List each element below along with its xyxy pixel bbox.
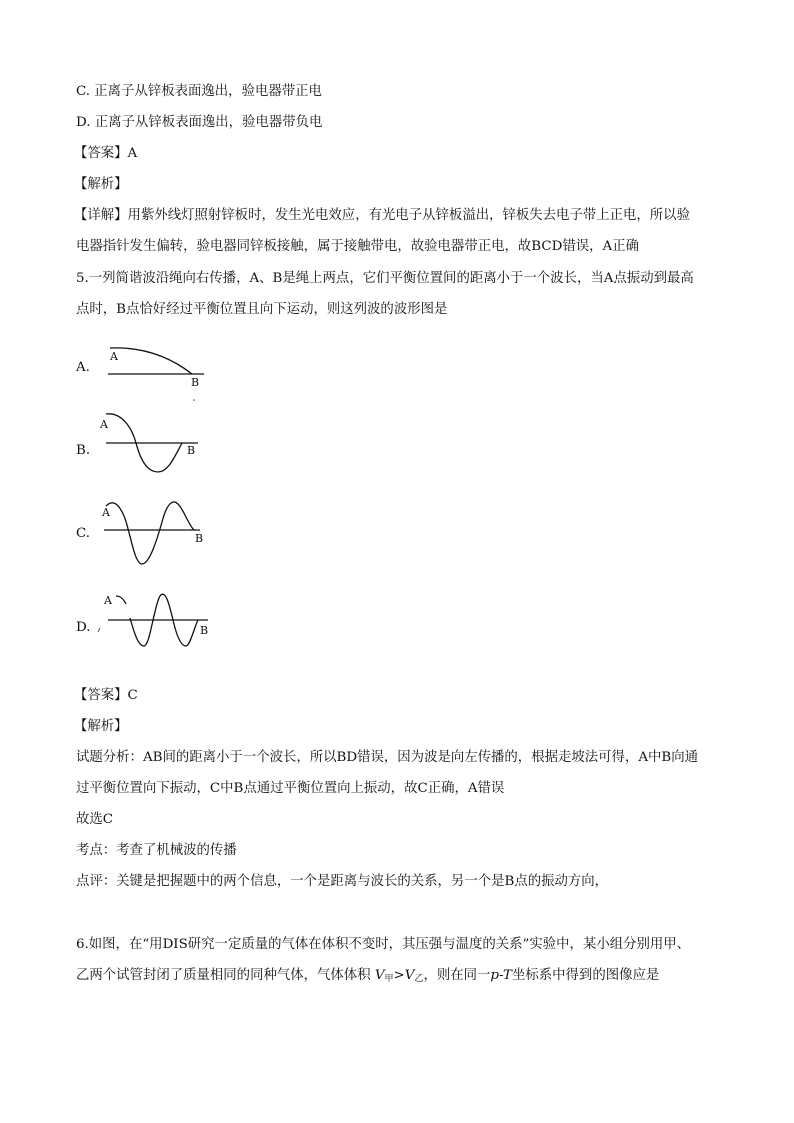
wave-fragment [116, 596, 126, 604]
q4-detail-line2: 电器指针发生偏转，验电器同锌板接触，属于接触带电，故验电器带正电，故BCD错误，A正确 [76, 239, 639, 254]
subscript-jia: 甲 [384, 974, 394, 984]
q6-line2-part-b: ，则在同一 [423, 968, 491, 983]
point-a-label: A [102, 506, 110, 519]
q4-detail-line1: 【详解】用紫外线灯照射锌板时，发生光电效应，有光电子从锌板溢出，锌板失去电子带上正电，所以验 [74, 208, 690, 223]
q5-option-d-label: D. [76, 620, 91, 635]
q5-option-b-figure [96, 408, 226, 480]
q4-answer: 【答案】A [74, 146, 138, 161]
q6-line2 [76, 967, 659, 988]
q5-stem-line2: 点时，B点恰好经过平衡位置且向下运动，则这列波的波形图是 [76, 302, 448, 317]
q5-option-a-figure [96, 338, 226, 408]
point-a-label: A [110, 350, 118, 363]
q5-option-b-label: B. [76, 443, 91, 458]
q5-option-c-figure [96, 494, 226, 572]
wave-curve [110, 348, 192, 374]
stray-mark [98, 628, 100, 632]
q5-choose: 故选C [76, 812, 114, 827]
q5-dianping: 点评：关键是把握题中的两个信息，一个是距离与波长的关系，另一个是B点的振动方向， [76, 874, 609, 889]
point-b-label: B [195, 532, 204, 545]
q5-option-d-figure [96, 588, 226, 668]
q5-analysis-line2: 过平衡位置向下振动，C中B点通过平衡位置向上振动，故C正确，A错误 [76, 781, 505, 796]
wave-curve [106, 502, 194, 564]
v-symbol-jia: V [374, 968, 385, 983]
q4-analysis-heading: 【解析】 [74, 177, 128, 192]
q5-analysis-line1: 试题分析：AB间的距离小于一个波长，所以BD错误，因为波是向左传播的，根据走坡法可得，A中B向通 [76, 750, 699, 765]
q5-stem-line1: 5.一列简谐波沿绳向右传播，A、B是绳上两点，它们平衡位置间的距离小于一个波长，当A点振动到最高 [76, 271, 694, 286]
point-b-label: B [191, 376, 200, 389]
point-a-label: A [100, 418, 108, 431]
q5-option-c-label: C. [76, 526, 91, 541]
q6-line1: 6.如图，在“用DIS研究一定质量的气体在体积不变时，其压强与温度的关系”实验中，某小组分别用甲、 [76, 937, 691, 952]
q5-analysis-heading: 【解析】 [74, 719, 128, 734]
pt-axes: p-T [490, 968, 512, 983]
speck [193, 399, 195, 401]
point-b-label: B [200, 624, 209, 637]
point-a-label: A [104, 594, 112, 607]
point-b-label: B [187, 444, 196, 457]
q4-option-d: D. 正离子从锌板表面逸出，验电器带负电 [76, 115, 323, 130]
subscript-yi: 乙 [414, 974, 424, 984]
q5-option-a-label: A. [76, 360, 90, 375]
greater-than: > [393, 968, 405, 983]
q5-kaodian: 考点：考查了机械波的传播 [76, 843, 237, 858]
q6-line2-part-a: 乙两个试管封闭了质量相同的同种气体，气体体积 [76, 968, 371, 983]
q5-answer: 【答案】C [74, 688, 138, 703]
q4-option-c: C. 正离子从锌板表面逸出，验电器带正电 [76, 84, 322, 99]
q6-line2-part-c: 坐标系中得到的图像应是 [511, 968, 660, 983]
v-symbol-yi: V [404, 968, 415, 983]
